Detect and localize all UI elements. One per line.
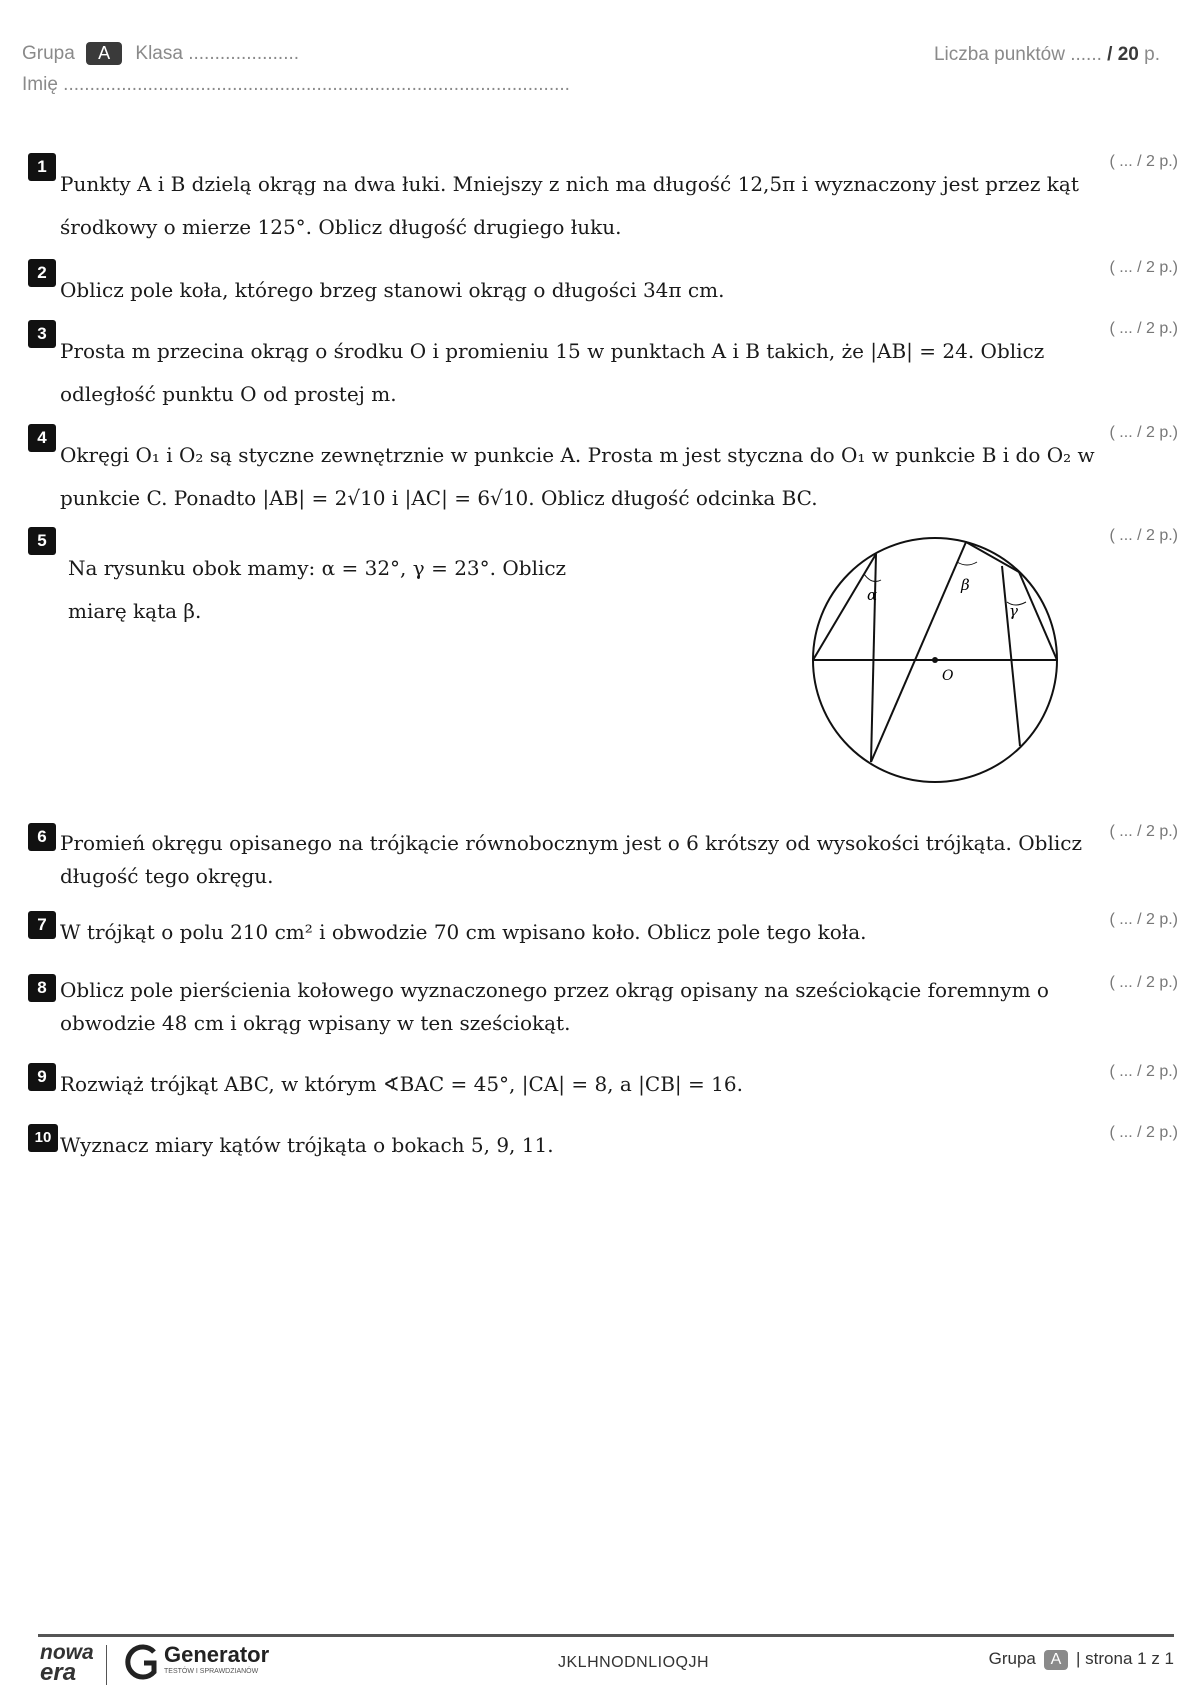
- points-max: 20: [1117, 44, 1139, 65]
- beta-arc: [957, 562, 977, 565]
- task-points: ( ... / 2 p.): [1109, 527, 1178, 544]
- task-text: Promień okręgu opisanego na trójkącie równobocznym jest o 6 krótszy od wysokości trójkąta. Oblicz długość tego okręgu.: [60, 831, 1082, 888]
- task-text: Rozwiąż trójkąt ABC, w którym ∢BAC = 45°, |CA| = 8, a |CB| = 16.: [60, 1072, 743, 1096]
- figure-segment: [813, 554, 876, 660]
- task-points: ( ... / 2 p.): [1109, 424, 1178, 441]
- task-1: [28, 153, 1178, 239]
- task-text: Wyznacz miary kątów trójkąta o bokach 5, 9, 11.: [60, 1133, 554, 1157]
- task-number: 3: [28, 320, 56, 348]
- nowa-era-logo: [40, 1641, 94, 1686]
- center-label: O: [942, 668, 954, 684]
- task-text: Oblicz pole koła, którego brzeg stanowi okrąg o długości 34π cm.: [60, 278, 725, 302]
- footer-group-badge: A: [1044, 1650, 1069, 1670]
- task-text: Prosta m przecina okrąg o środku O i promieniu 15 w punktach A i B takich, że |AB| = 24. Oblicz odległość punktu O od prostej m.: [60, 339, 1045, 406]
- task-points: ( ... / 2 p.): [1109, 1063, 1178, 1080]
- task-number: 6: [28, 823, 56, 851]
- task-number: 4: [28, 424, 56, 452]
- points-unit: p.: [1138, 44, 1160, 65]
- task-points: ( ... / 2 p.): [1109, 259, 1178, 276]
- task-2: [28, 259, 1178, 302]
- task-number: 9: [28, 1063, 56, 1091]
- task-number: 10: [28, 1124, 58, 1152]
- task-text: W trójkąt o polu 210 cm² i obwodzie 70 cm wpisano koło. Oblicz pole tego koła.: [60, 920, 867, 944]
- task-text: Punkty A i B dzielą okrąg na dwa łuki. Mniejszy z nich ma długość 12,5π i wyznaczony jest przez kąt środkowy o mierze 125°. Oblicz długość drugiego łuku.: [60, 172, 1079, 239]
- alpha-label: α: [867, 586, 878, 604]
- gamma-label: γ: [1009, 602, 1018, 620]
- group-badge: A: [86, 42, 122, 65]
- task-8: [28, 974, 1178, 1044]
- task-number: 2: [28, 259, 56, 287]
- figure-segment: [1002, 566, 1020, 746]
- logo-era-text: era: [40, 1659, 77, 1686]
- footer-divider: [38, 1634, 1174, 1637]
- figure-segment: [1019, 572, 1057, 660]
- footer-group-label: Grupa: [988, 1649, 1036, 1668]
- class-label: Klasa .....................: [135, 43, 300, 64]
- group-label: Grupa: [22, 43, 75, 64]
- task-points: ( ... / 2 p.): [1109, 320, 1178, 337]
- task-9: [28, 1063, 1178, 1103]
- task-points: ( ... / 2 p.): [1109, 823, 1178, 840]
- task-text: Na rysunku obok mamy: α = 32°, γ = 23°. Oblicz miarę kąta β.: [68, 556, 567, 623]
- task-number: 8: [28, 974, 56, 1002]
- task-7: [28, 911, 1178, 951]
- task-text: Oblicz pole pierścienia kołowego wyznaczonego przez okrąg opisany na sześciokącie foremnym o obwodzie 48 cm i okrąg wpisany w ten sześciokąt.: [60, 978, 1049, 1035]
- task-number: 5: [28, 527, 56, 555]
- logo-separator: [106, 1645, 107, 1685]
- figure-segment: [871, 542, 966, 762]
- task-points: ( ... / 2 p.): [1109, 1124, 1178, 1141]
- header-points: [934, 44, 1160, 66]
- figure-segment: [966, 542, 1019, 572]
- page-info: [989, 1649, 1174, 1670]
- name-field: Imię ................................................................................................: [22, 74, 570, 95]
- task-number: 1: [28, 153, 56, 181]
- beta-label: β: [961, 576, 970, 594]
- center-point: [932, 657, 938, 663]
- alpha-arc: [864, 574, 881, 582]
- task-10: [28, 1124, 1178, 1164]
- task-points: ( ... / 2 p.): [1109, 153, 1178, 170]
- header-group: [22, 42, 299, 65]
- document-code: JKLHNODNLIOQJH: [558, 1654, 710, 1671]
- circle-figure: [805, 530, 1065, 790]
- task-points: ( ... / 2 p.): [1109, 974, 1178, 991]
- task-text: Okręgi O₁ i O₂ są styczne zewnętrznie w punkcie A. Prosta m jest styczna do O₁ w punkcie B i do O₂ w punkcie C. Ponadto |AB| = 2√10 i |AC| = 6√10. Oblicz długość odcinka BC.: [60, 443, 1095, 510]
- task-6: [28, 823, 1178, 888]
- points-label: Liczba punktów ......: [933, 44, 1102, 65]
- logo-nowa-text: nowa: [40, 1641, 94, 1664]
- task-3: [28, 320, 1178, 406]
- task-points: ( ... / 2 p.): [1109, 911, 1178, 928]
- generator-name: Generator: [164, 1642, 270, 1667]
- page-number: | strona 1 z 1: [1076, 1649, 1174, 1668]
- points-sep: /: [1101, 44, 1118, 65]
- generator-g-icon: [122, 1642, 160, 1682]
- generator-subtitle: TESTÓW I SPRAWDZIANÓW: [164, 1668, 259, 1675]
- task-number: 7: [28, 911, 56, 939]
- task-4: [28, 424, 1178, 510]
